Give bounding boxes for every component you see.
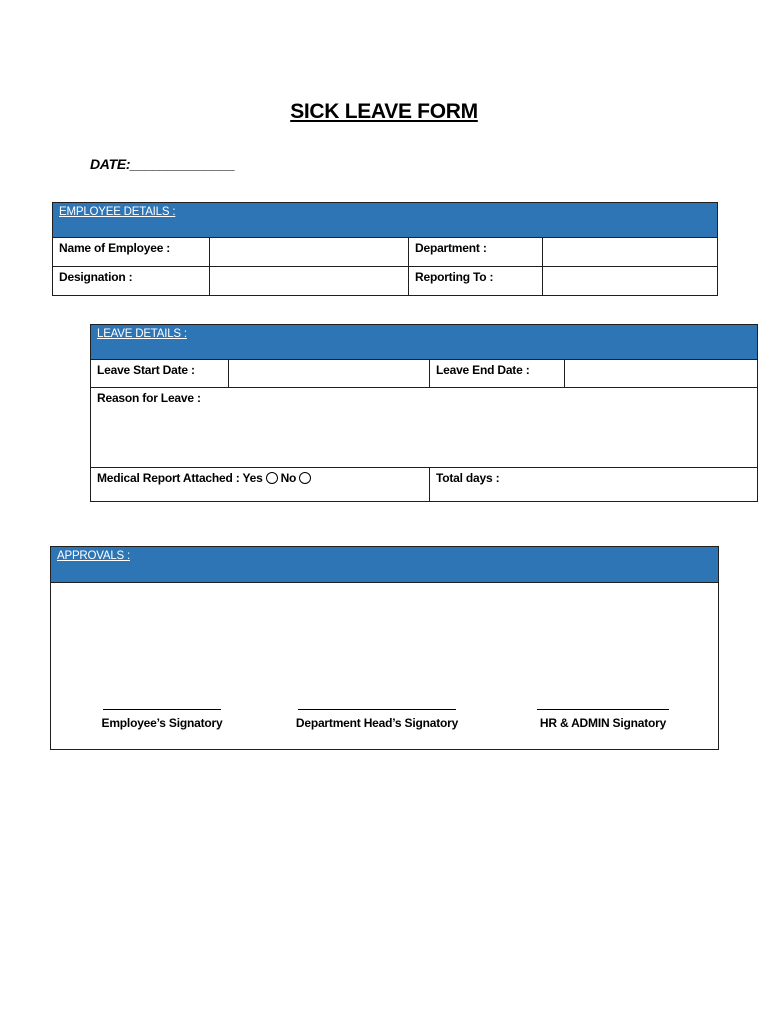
employee-details-header: EMPLOYEE DETAILS : [53, 203, 718, 238]
reason-for-leave-label: Reason for Leave : [97, 391, 201, 405]
leave-details-table [90, 324, 758, 502]
reason-for-leave-field[interactable] [91, 388, 758, 468]
hr-admin-signatory-label: HR & ADMIN Signatory [539, 716, 667, 730]
leave-end-date-input[interactable] [565, 360, 758, 388]
department-head-signature-line [298, 709, 456, 710]
date-field[interactable]: DATE:______________ [90, 156, 236, 172]
leave-details-header: LEAVE DETAILS : [91, 325, 758, 360]
approvals-header: APPROVALS : [51, 547, 719, 583]
employee-signatory-label: Employee’s Signatory [101, 716, 223, 730]
designation-input[interactable] [210, 267, 409, 296]
reporting-to-input[interactable] [543, 267, 718, 296]
employee-signature-line [103, 709, 221, 710]
no-label: No [280, 471, 297, 485]
medical-report-label: Medical Report Attached : Yes [97, 471, 263, 485]
department-label: Department : [409, 238, 543, 267]
leave-start-date-input[interactable] [229, 360, 430, 388]
approvals-table [50, 546, 719, 750]
leave-end-date-label: Leave End Date : [430, 360, 565, 388]
total-days-field[interactable] [430, 468, 758, 502]
hr-admin-signatory[interactable] [535, 709, 671, 730]
department-head-signatory[interactable] [291, 709, 463, 730]
department-input[interactable] [543, 238, 718, 267]
employee-details-table [52, 202, 718, 296]
designation-label: Designation : [53, 267, 210, 296]
approvals-signature-area [51, 583, 719, 750]
yes-radio[interactable] [266, 472, 278, 484]
name-of-employee-input[interactable] [210, 238, 409, 267]
leave-start-date-label: Leave Start Date : [91, 360, 229, 388]
total-days-label: Total days : [436, 471, 500, 485]
employee-signatory[interactable] [99, 709, 225, 730]
no-radio[interactable] [299, 472, 311, 484]
name-of-employee-label: Name of Employee : [53, 238, 210, 267]
reporting-to-label: Reporting To : [409, 267, 543, 296]
department-head-signatory-label: Department Head’s Signatory [295, 716, 459, 730]
medical-report-cell [91, 468, 430, 502]
hr-admin-signature-line [537, 709, 669, 710]
form-title: SICK LEAVE FORM [290, 100, 478, 123]
